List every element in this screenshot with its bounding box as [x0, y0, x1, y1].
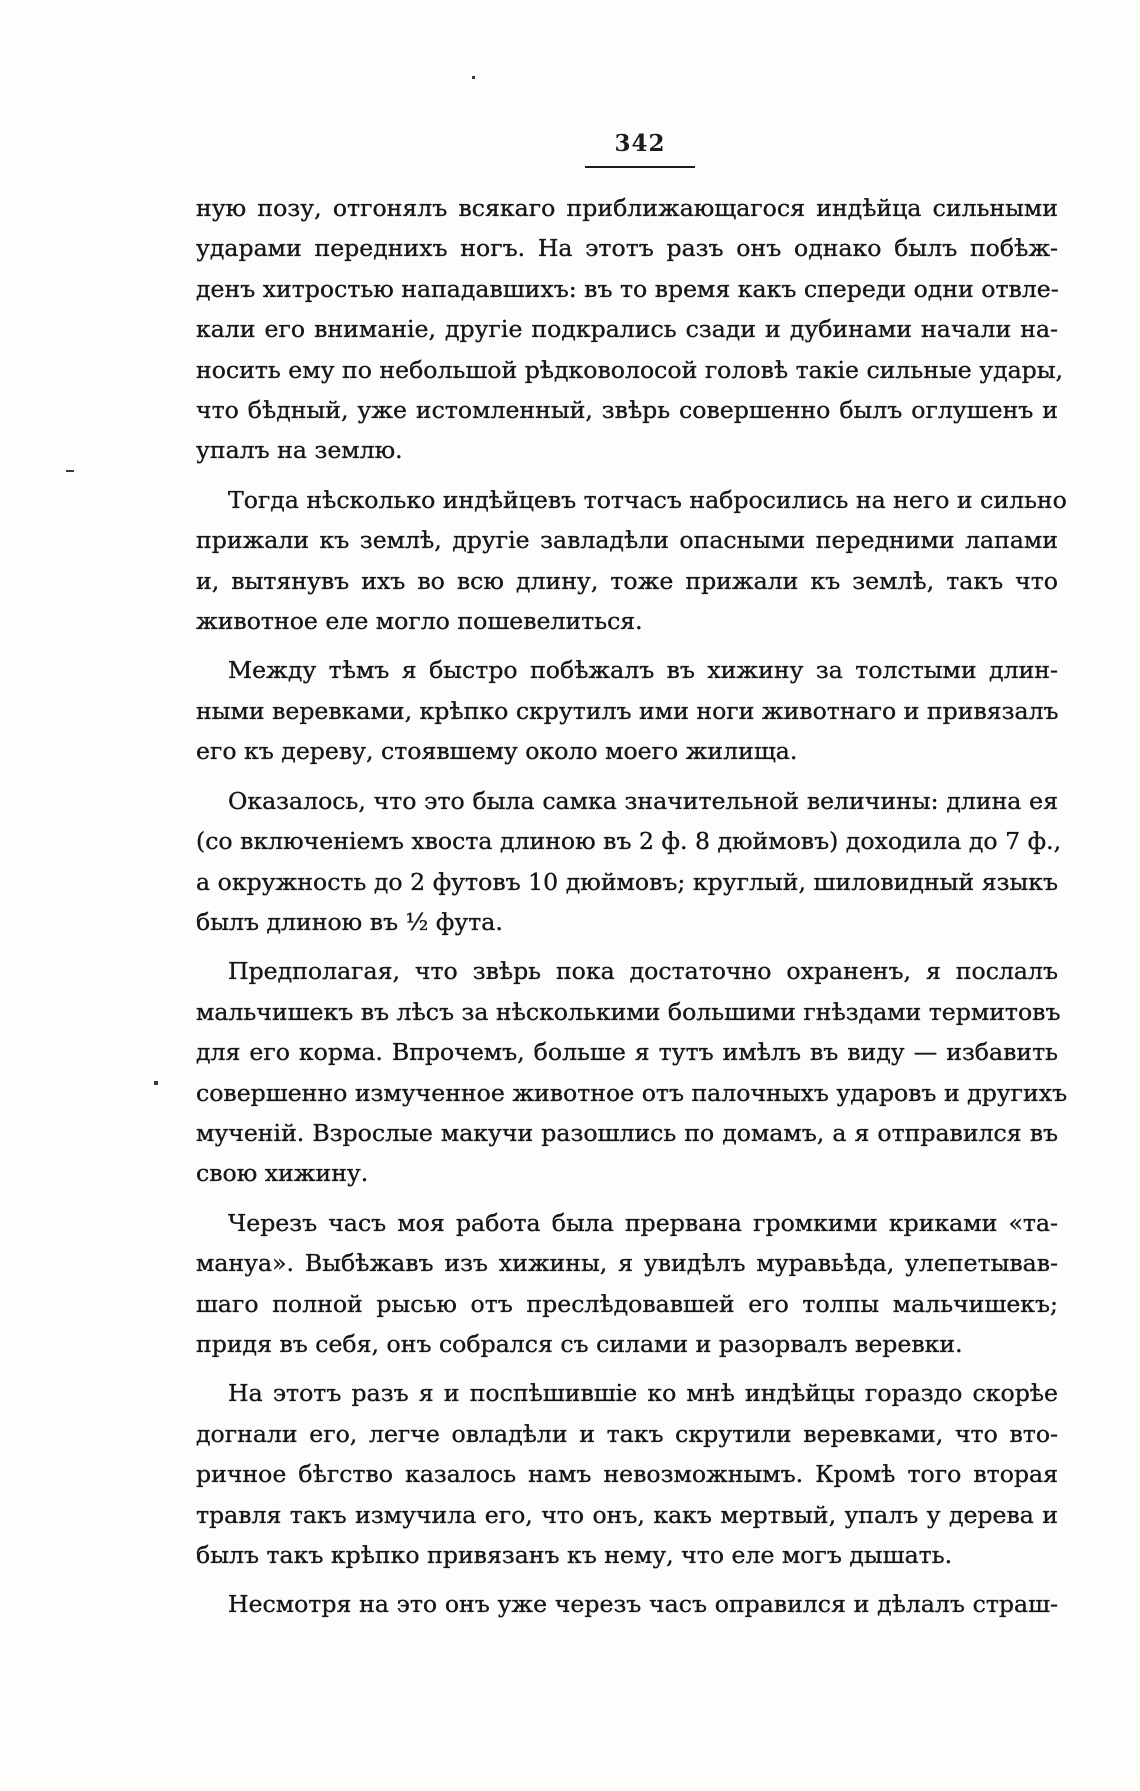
paragraph-3: [196, 650, 1058, 771]
text-line: денъ хитростью нападавшихъ: въ то время какъ спереди одни отвле-: [196, 274, 1059, 303]
text-line: свою хижину.: [196, 1159, 369, 1188]
text-line: ную позу, отгонялъ всякаго приближающагося индѣйца сильными: [196, 194, 1058, 222]
text-line: его къ дереву, стоявшему около моего жилища.: [196, 737, 798, 766]
text-line: Черезъ часъ моя работа была прервана громкими криками «та-: [228, 1208, 1058, 1237]
paragraph-7: [196, 1373, 1058, 1575]
paragraph-5: [196, 951, 1068, 1193]
scan-speck: [66, 470, 74, 472]
text-line: а окружность до 2 футовъ 10 дюймовъ; круглый, шиловидный языкъ: [196, 867, 1058, 896]
scan-speck: [472, 76, 475, 79]
text-line: Оказалось, что это была самка значительной величины: длина ея: [228, 786, 1058, 815]
text-line: былъ такъ крѣпко привязанъ къ нему, что еле могъ дышать.: [196, 1541, 953, 1569]
text-line: мальчишекъ въ лѣсъ за нѣсколькими большими гнѣздами термитовъ: [196, 997, 1061, 1026]
text-line: мученій. Взрослые макучи разошлись по домамъ, а я отправился въ: [196, 1118, 1058, 1147]
text-line: догнали его, легче овладѣли и такъ скрутили веревками, что вто-: [196, 1419, 1058, 1448]
text-line: ричное бѣгство казалось намъ невозможнымъ. Кромѣ того вторая: [196, 1460, 1058, 1489]
text-line: придя въ себя, онъ собрался съ силами и разорвалъ веревки.: [196, 1329, 963, 1358]
paragraph-6: [196, 1203, 1058, 1365]
text-line: шаго полной рысью отъ преслѣдовавшей его толпы мальчишекъ;: [196, 1289, 1058, 1318]
text-line: ударами переднихъ ногъ. На этотъ разъ онъ однако былъ побѣж-: [196, 234, 1058, 263]
text-line: совершенно измученное животное отъ палочныхъ ударовъ и другихъ: [196, 1078, 1068, 1107]
page-number-rule: [585, 166, 695, 168]
body-text: [196, 188, 1068, 1634]
text-line: ными веревками, крѣпко скрутилъ ими ноги животнаго и привязалъ: [196, 696, 1059, 725]
text-line: На этотъ разъ я и поспѣшившіе ко мнѣ индѣйцы гораздо скорѣе: [228, 1379, 1058, 1408]
text-line: для его корма. Впрочемъ, больше я тутъ имѣлъ въ виду — избавить: [196, 1038, 1058, 1067]
text-line: мануа». Выбѣжавъ изъ хижины, я увидѣлъ муравьѣда, улепетывав-: [196, 1249, 1058, 1278]
paragraph-2: [196, 480, 1067, 642]
paragraph-4: [196, 781, 1062, 943]
text-line: прижали къ землѣ, другіе завладѣли опасными передними лапами: [196, 526, 1058, 555]
text-line: Между тѣмъ я быстро побѣжалъ въ хижину за толстыми длин-: [228, 656, 1058, 685]
text-line: и, вытянувъ ихъ во всю длину, тоже прижали къ землѣ, такъ что: [196, 566, 1058, 595]
text-line: былъ длиною въ ½ фута.: [196, 907, 503, 936]
text-line: травля такъ измучила его, что онъ, какъ мертвый, упалъ у дерева и: [196, 1500, 1058, 1529]
text-line: Тогда нѣсколько индѣйцевъ тотчасъ набросились на него и сильно: [228, 485, 1067, 514]
text-line: кали его вниманіе, другіе подкрались сзади и дубинами начали на-: [196, 315, 1058, 344]
paragraph-8: [196, 1584, 1058, 1624]
text-line: Несмотря на это онъ уже черезъ часъ оправился и дѣлалъ страш-: [228, 1590, 1058, 1619]
text-line: животное еле могло пошевелиться.: [196, 607, 643, 636]
text-line: Предполагая, что звѣрь пока достаточно охраненъ, я послалъ: [228, 957, 1058, 986]
text-line: (со включеніемъ хвоста длиною въ 2 ф. 8 дюймовъ) доходила до 7 ф.,: [196, 827, 1062, 856]
scan-speck: [154, 1081, 158, 1085]
paragraph-1: [196, 188, 1064, 471]
page-number: 342: [614, 130, 666, 157]
text-line: что бѣдный, уже истомленный, звѣрь совершенно былъ оглушенъ и: [196, 396, 1058, 425]
text-line: упалъ на землю.: [196, 436, 403, 465]
text-line: носить ему по небольшой рѣдковолосой головѣ такіе сильные удары,: [196, 355, 1064, 384]
